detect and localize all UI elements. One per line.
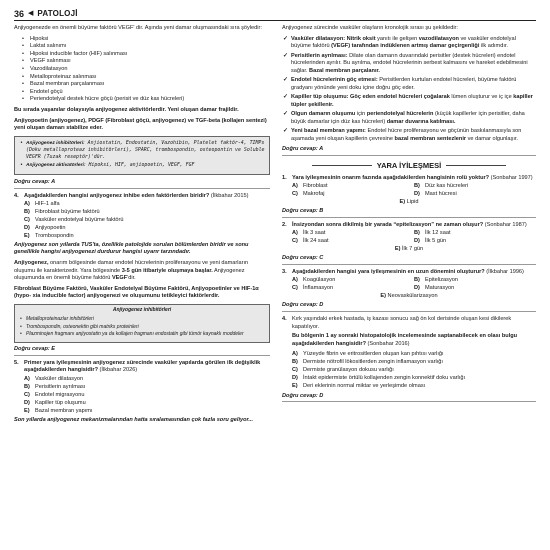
option: E) İlk 7 gün xyxy=(394,245,424,252)
question-4: 4. Aşağıdakilerden hangisi anjiyogenez inhibe eden faktörlerden biridir? (İlkbahar 2015) xyxy=(14,192,249,199)
intro-paragraph: Anjiyogenez sürecinde vasküler olayların kronolojik sırası şu şekildedir: xyxy=(282,25,458,31)
checklist-item: ✓ Yeni bazal membran yapımı: Endotel hücre proliferasyonu ve göçünün baskılanmasıyla son aşamada yeni oluşan kapillerin çevresine bazal membran sentezlenir ve damar olgunlaşır. xyxy=(282,128,536,143)
option: B) Perisitlerin ayrılması xyxy=(24,383,86,390)
option: A) Vasküler dilatasyon xyxy=(24,376,84,382)
option: B) Fibroblast büyüme faktörü xyxy=(24,209,100,216)
option: C) Endotel migrasyonu xyxy=(24,391,85,398)
triangle-arrow-icon: ◀ xyxy=(28,10,34,18)
option: A) Koagülasyon xyxy=(292,276,336,283)
intro-paragraph: Anjiyogenezde en önemli büyüme faktörü VEGF' dir. Aşında yeni damar oluşmasındaki sıra şöyledir: xyxy=(14,25,262,31)
answer-line: Doğru cevap: E xyxy=(14,346,270,356)
option: D) Kapiller tüp oluşumu xyxy=(24,399,86,406)
list-item: • Metalloproteinaz salınması xyxy=(14,74,270,82)
list-item: • Periendotelyal destek hücre göçü (perisit ve düz kas hücreleri) xyxy=(14,96,270,104)
question-stem: Bu bölgenin 1 ay sonraki histopatolojik incelemesinde saptanabilecek en olası bulgu aşağıdakilerden hangisidir? (Sonbahar 2016) xyxy=(292,333,518,347)
checklist-item: ✓ Endotel hücrelerinin göç etmesi: Perisitlerden kurtulan endotel hücreleri, büyüme faktörü gradyanı yönünde yeni doku içine doğru göç eder. xyxy=(282,77,536,92)
list-item: • Trombospondin, osteonektin gibi matriks proteinleri xyxy=(19,324,265,331)
inhibitors-box xyxy=(14,304,270,343)
answer-line: Doğru cevap: D xyxy=(282,393,536,403)
options-list xyxy=(14,201,270,241)
option: E) Neovaskülarizasyon xyxy=(380,292,438,299)
option: E) Deri eklerinin normal miktar ve yerleşimde olması xyxy=(292,383,426,390)
options-grid xyxy=(282,183,536,199)
option: E) Lipid xyxy=(399,198,419,205)
bold-paragraph: Bu sırada yaşanılar dolaysıyla anjiyogenez aktivitörlerdir. Yeni oluşan damar frajildir. xyxy=(14,106,239,113)
option: E) Trombospondin xyxy=(24,233,74,240)
answer-line: Doğru cevap: B xyxy=(282,208,536,218)
list-item: • Plazminojen fragmanı anjiyostatin ya da kollajen fragmanı endostatin gibi tümör kaynaklı moddeler xyxy=(19,331,265,338)
list-item: • Anjiyogenez inhibitörleri: Anjiostatin, Endostatin, Vazohibin, Platelet faktör-4, TIMPs (Doku metalloproteaz inhibitörleri), SPARC, trombospondin, osteopontin ve Soluble VEGFR (Tuzak reseptör)'dür. xyxy=(19,140,265,161)
page-number: 36 xyxy=(14,8,25,19)
option: E) Bazal membran yapımı xyxy=(24,407,93,414)
question-1: 1. Yara iyileşmesinin onarım fazında aşağıdakilerden hangisinin rolü yoktur? (Sonbahar 1997) xyxy=(282,175,533,182)
checklist-item: ✓ Olgun damarın oluşumu için periendotelyal hücrelerin (küçük kapillerler için perisitler, daha büyük damarlar için düz kas hücreleri) damar duvarına katılması. xyxy=(282,111,536,126)
left-column xyxy=(14,25,270,427)
list-item: • Vazodilatasyon xyxy=(14,66,270,74)
info-box xyxy=(14,136,270,175)
sequence-list xyxy=(14,36,270,104)
answer-line: Doğru cevap: A xyxy=(14,179,270,189)
paragraph: Anjiyogenez, onarım bölgesinde damar endotel hücrelerinin proliferasyonu ve yeni damarların oluşumu ile karakterizedir. Yara bölgesinde 3-5 gün itibariyle oluşmaya başlar. Anjiyogenez oluşumunda en önemli büyüme faktörü VEGF'dir. xyxy=(14,260,249,282)
question-5: 5. Primer yara iyileşmesinin anjiyogenez sürecinde vasküler yapılarda görülen ilk değişiklik aşağıdakilerden hangisidir? (İlkbahar 2026) xyxy=(14,359,261,374)
checklist-item: ✓ Perisitlerin ayrılması: Dilate olan damarın duvarındaki perisitler (destek hücreleri) endotel hücrelerinden ayrılır. Bu ayrılma, endotel hücrelerinin serbest kalmasını ve hareket edebilmesini sağlar. Bazal membran parçalanır. xyxy=(282,53,536,76)
list-item: • VEGF salınması xyxy=(14,58,270,66)
list-item: • Bazal membran parçalanması xyxy=(14,81,270,89)
options-list xyxy=(14,376,270,416)
section-heading: YARA İYİLEŞMESİ xyxy=(282,161,536,171)
right-column xyxy=(282,25,536,406)
option: A) Yüzeyde fibrin ve eritrositlerden oluşan kan pıhtısı varlığı xyxy=(292,351,444,358)
options-grid xyxy=(282,230,536,246)
page-header xyxy=(14,8,536,21)
question-3: 3. Aşağıdakilerden hangisi yara iyileşmesinin en uzun dönemini oluşturur? (İlkbahar 1996) xyxy=(282,269,524,276)
answer-line: Doğru cevap: A xyxy=(282,146,536,156)
option: D) Maturasyon xyxy=(414,284,455,291)
checklist-item: ✓ Kapiller tüp oluşumu: Göç eden endotel hücreleri çoğalarak lümen oluşturur ve iç içe kapiller tüpler şekillenir. xyxy=(282,94,536,109)
list-item: • Anjiyogenez aktivatörleri: Hipoksi, HIF, anjiopoetin, VEGF, FGF xyxy=(19,162,265,170)
option: D) İntakt epidermiste örtülü kollajenden zengin konnektif doku varlığı xyxy=(292,375,466,382)
options-grid xyxy=(282,277,536,293)
bold-paragraph: Anjiyopoetin (anjiyogenez), PDGF (Fibroblast göçü, anjiyogenez) ve TGF-beta (kollajen sentezi) yeni oluşan damarı stabilize eder. xyxy=(14,117,267,132)
option: C) İnflamasyon xyxy=(292,284,334,291)
options-list xyxy=(282,351,536,391)
question-4: 4. Kırk yaşındaki erkek hastada, iş kazası sonucu sağ ön kol derisinde oluşan kesi dikilerek kapatılıyor. xyxy=(282,315,512,330)
option: C) İlk 24 saat xyxy=(292,237,329,244)
option: D) Anjiyopoetin xyxy=(24,225,66,232)
checklist xyxy=(282,36,536,144)
list-item: • Hipoksi inducible factor (HIF) salınması xyxy=(14,51,270,59)
option: D) Mast hücresi xyxy=(414,190,457,197)
option: C) Vasküler endotelyal büyüme faktörü xyxy=(24,217,124,224)
box-title: Anjiyogenez inhibitörleri xyxy=(112,307,172,314)
page-title: PATOLOJİ xyxy=(37,8,78,18)
list-item: • Hipoksi xyxy=(14,36,270,44)
option: A) Fibroblast xyxy=(292,182,328,189)
list-item: • Metalloproteinazlar inhibitörleri xyxy=(19,316,265,323)
option: B) Düz kas hücreleri xyxy=(414,182,469,189)
bold-italic-paragraph: Anjiyogenez son yıllarda TUS'ta, özellikle patolojide sorulan bölümlerden biridir ve sonu genellikle hangisi anjiyogenezi durdurur hangisi uyarır tarzındadır. xyxy=(14,241,249,256)
bold-paragraph: Fibroblast Büyüme Faktörü, Vasküler Endotelyal Büyüme Faktörü, Anjiyopoetinler ve HIF-1α (hypo- xia inducible factor) anjiyogenezi ve oluşumunu tetikleyici faktörlerdir. xyxy=(14,285,259,300)
option: A) İlk 3 saat xyxy=(292,229,326,236)
option: A) HIF-1 alfa xyxy=(24,201,60,208)
option: B) Epitelizasyon xyxy=(414,276,458,283)
option: D) İlk 5 gün xyxy=(414,237,447,244)
option: B) İlk 12 saat xyxy=(414,229,451,236)
checklist-item: ✓ Vasküler dilatasyon: Nitrik oksit yanıtı ile gelişen vazodilatasyon ve vasküler endotelyal büyüme faktörü (VEGF) tarafından indüklenen artmış damar geçirgenliği ilk adımdır. xyxy=(282,36,536,51)
option: C) Dermiste granülasyon dokusu varlığı xyxy=(292,367,394,374)
answer-line: Doğru cevap: C xyxy=(282,255,536,265)
answer-line: Doğru cevap: D xyxy=(282,302,536,312)
list-item: • Endotel göçü xyxy=(14,89,270,97)
option: B) Dermiste nötrofil lökositlerden zengin inflamasyon varlığı xyxy=(292,359,443,366)
question-2: 2. İnsizyondan sonra dikilmiş bir yarada “epitelizasyon” ne zaman oluşur? (Sonbahar 1987) xyxy=(282,222,527,229)
list-item: • Laktat salınımı xyxy=(14,43,270,51)
bold-italic-paragraph: Son yıllarda anjiyogenez mekanizmalarından hatta sıralamasından çok fazla soru geliyor... xyxy=(14,416,254,423)
option: C) Makrofaj xyxy=(292,190,325,197)
